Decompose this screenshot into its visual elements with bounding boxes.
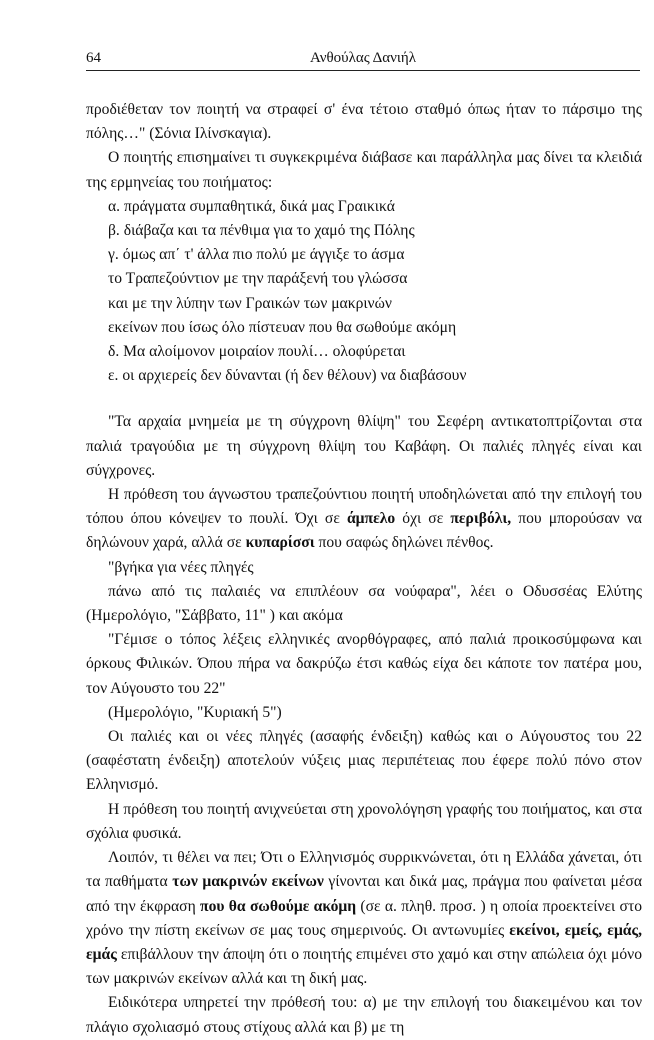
paragraph: Ο ποιητής επισημαίνει τι συγκεκριμένα διάβασε και παράλληλα μας δίνει τα κλειδιά της ερμηνείας του ποιήματος:	[86, 149, 642, 191]
paragraph: Η πρόθεση του ποιητή ανιχνεύεται στη χρονολόγηση γραφής του ποιήματος, και στα σχόλια φυσικά.	[86, 800, 642, 842]
body-text	[86, 98, 642, 1040]
bold-term: περιβόλι,	[450, 510, 512, 528]
list-item: δ. Μα αλοίμονον μοιραίον πουλί… ολοφύρεται	[108, 343, 406, 361]
text-run: Η πρόθεση του άγνωστου τραπεζούντιου ποιητή υποδηλώνεται από την επιλογή του τόπου όπου κόνεψεν το πουλί. Όχι σε	[86, 486, 642, 528]
list-item: και με την λύπην των Γραικών των μακρινών	[108, 294, 392, 312]
list-item: γ. όμως απ΄ τ' άλλα πιο πολύ με άγγιξε το άσμα	[108, 246, 405, 264]
text-run: γίνονται και δικά μας, πράγμα που φαίνεται μέσα από την έκφραση	[86, 873, 642, 915]
running-head: Ανθούλας Δανιήλ	[309, 50, 417, 66]
list-item: β. διάβαζα και τα πένθιμα για το χαμό της Πόλης	[108, 222, 415, 240]
quote-paragraph: "Γέμισε ο τόπος λέξεις ελληνικές ανορθόγραφες, από παλιά προικοσύμφωνα και όρκους Φιλικών. Όπου πήρα να δακρύζω έτσι καθώς είχα δει κάποτε τον πατέρα μου, τον Αύγουστο του 22"	[86, 631, 642, 697]
quote-continuation: πάνω από τις παλαιές να επιπλέουν σα νούφαρα", λέει ο Οδυσσέας Ελύτης (Ημερολόγιο, "Σάββατο, 11" ) και ακόμα	[86, 582, 642, 625]
page-header	[86, 50, 640, 71]
paragraph	[86, 483, 642, 556]
bold-term: άμπελο	[346, 510, 396, 528]
text-run: που σαφώς δηλώνει πένθος.	[314, 534, 494, 552]
bold-term: των μακρινών εκείνων	[172, 873, 324, 891]
list-item: εκείνων που ίσως όλο πίστευαν που θα σωθούμε ακόμη	[108, 318, 457, 336]
quote-source: (Ημερολόγιο, "Κυριακή 5")	[108, 703, 282, 721]
text-run: που μπορούσαν να δηλώνουν χαρά, αλλά σε	[86, 510, 642, 552]
paragraph: "Τα αρχαία μνημεία με τη σύγχρονη θλίψη" του Σεφέρη αντικατοπτρίζονται στα παλιά τραγούδια με τη σύγχρονη θλίψη του Καβάφη. Οι παλιές πληγές είναι και σύγχρονες.	[86, 413, 642, 479]
bold-term: που θα σωθούμε ακόμη	[200, 897, 357, 915]
list-item: ε. οι αρχιερείς δεν δύνανται (ή δεν θέλουν) να διαβάσουν	[108, 367, 467, 385]
text-run: Λοιπόν, τι θέλει να πει; Ότι ο Ελληνισμός συρρικνώνεται, ότι η Ελλάδα χάνεται, ότι τα παθήματα	[86, 849, 642, 891]
paragraph: Οι παλιές και οι νέες πληγές (ασαφής ένδειξη) καθώς και ο Αύγουστος του 22 (σαφέστατη ένδειξη) αποτελούν νύξεις μιας περιπέτειας που έφερε πολύ πόνο στον Ελληνισμό.	[86, 728, 642, 794]
paragraph	[86, 846, 642, 991]
page-number: 64	[86, 50, 101, 66]
bold-term: εκείνοι, εμείς, εμάς, εμάς	[86, 921, 642, 963]
bold-term: κυπαρίσσι	[245, 534, 315, 552]
paragraph-gap	[86, 388, 642, 410]
paragraph: προδιέθεταν τον ποιητή να στραφεί σ' ένα τέτοιο σταθμό όπως ήταν το πάρσιμο της πόλης…" (Σόνια Ιλίνσκαγια).	[86, 101, 642, 143]
text-run: επιβάλλουν την άποψη ότι ο ποιητής επιμένει στο χαμό και στην απώλεια όχι μόνο των μακρινών εκείνων αλλά και τη δική μας.	[86, 945, 642, 988]
quote-line: "βγήκα για νέες πληγές	[108, 558, 254, 576]
text-run: όχι σε	[395, 510, 451, 528]
numbered-list	[86, 195, 642, 389]
list-item: το Τραπεζούντιον με την παράξενή του γλώσσα	[108, 270, 408, 288]
text-run: (σε α. πληθ. προσ. ) η οποία προεκτείνει στο χρόνο την πίστη εκείνων σε μας τους σημερινούς. Οι αντωνυμίες	[86, 897, 643, 939]
list-item: α. πράγματα συμπαθητικά, δικά μας Γραικικά	[108, 197, 395, 215]
paragraph: Ειδικότερα υπηρετεί την πρόθεσή του: α) με την επιλογή του διακειμένου και τον πλάγιο σχολιασμό στους στίχους αλλά και β) με τη	[86, 994, 642, 1036]
